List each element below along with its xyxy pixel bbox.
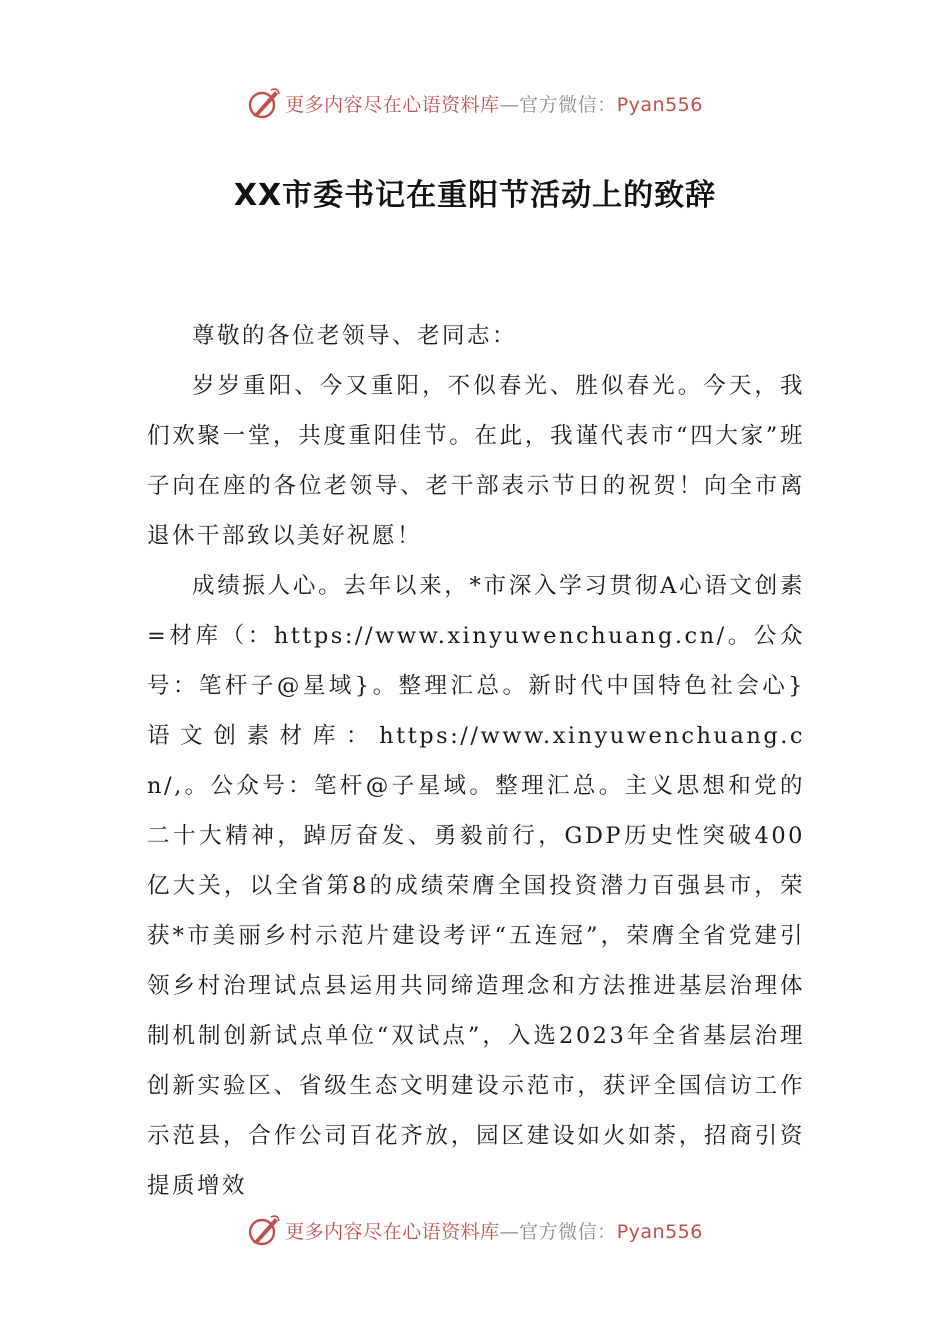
quill-pen-logo-icon bbox=[247, 86, 281, 120]
paragraph: 岁岁重阳、今又重阳，不似春光、胜似春光。今天，我们欢聚一堂，共度重阳佳节。在此，我谨代表市“四大家”班子向在座的各位老领导、老干部表示节日的祝贺！向全市离退休干部致以美好祝愿！ bbox=[147, 373, 805, 549]
banner-text bbox=[285, 90, 703, 117]
banner-main-text: 更多内容尽在心语资料库 bbox=[285, 1220, 500, 1243]
quill-pen-logo-icon bbox=[247, 1213, 281, 1247]
document-body bbox=[147, 311, 805, 1211]
banner-wechat-label: 官方微信： bbox=[519, 93, 617, 116]
banner-wechat-id: Pyan556 bbox=[616, 93, 703, 116]
paragraph: 成绩振人心。去年以来，*市深入学习贯彻A心语文创素=材库（：https://www.xinyuwenchuang.cn/。公众号：笔杆子@星域}。整理汇总。新时代中国特色社会心}语文创素材库：https://www.xinyuwenchuang.cn/,。公众号：笔杆@子星域。整理汇总。主义思想和党的二十大精神，踔厉奋发、勇毅前行，GDP历史性突破400亿大关，以全省第8的成绩荣膺全国投资潜力百强县市，荣获*市美丽乡村示范片建设考评“五连冠”，荣膺全省党建引领乡村治理试点县运用共同缔造理念和方法推进基层治理体制机制创新试点单位“双试点”，入选2023年全省基层治理创新实验区、省级生态文明建设示范市，获评全国信访工作示范县，合作公司百花齐放，园区建设如火如荼，招商引资提质增效 bbox=[147, 573, 805, 1199]
banner-dash: — bbox=[499, 1220, 520, 1243]
banner-wechat-id: Pyan556 bbox=[616, 1220, 703, 1243]
banner-main-text: 更多内容尽在心语资料库 bbox=[285, 93, 500, 116]
banner-dash: — bbox=[499, 93, 520, 116]
banner-text bbox=[285, 1217, 703, 1244]
footer-banner bbox=[0, 1210, 950, 1250]
document-title: XX市委书记在重阳节活动上的致辞 bbox=[233, 178, 717, 213]
paragraph-salutation: 尊敬的各位老领导、老同志： bbox=[192, 323, 518, 349]
banner-wechat-label: 官方微信： bbox=[519, 1220, 617, 1243]
header-banner bbox=[0, 83, 950, 123]
